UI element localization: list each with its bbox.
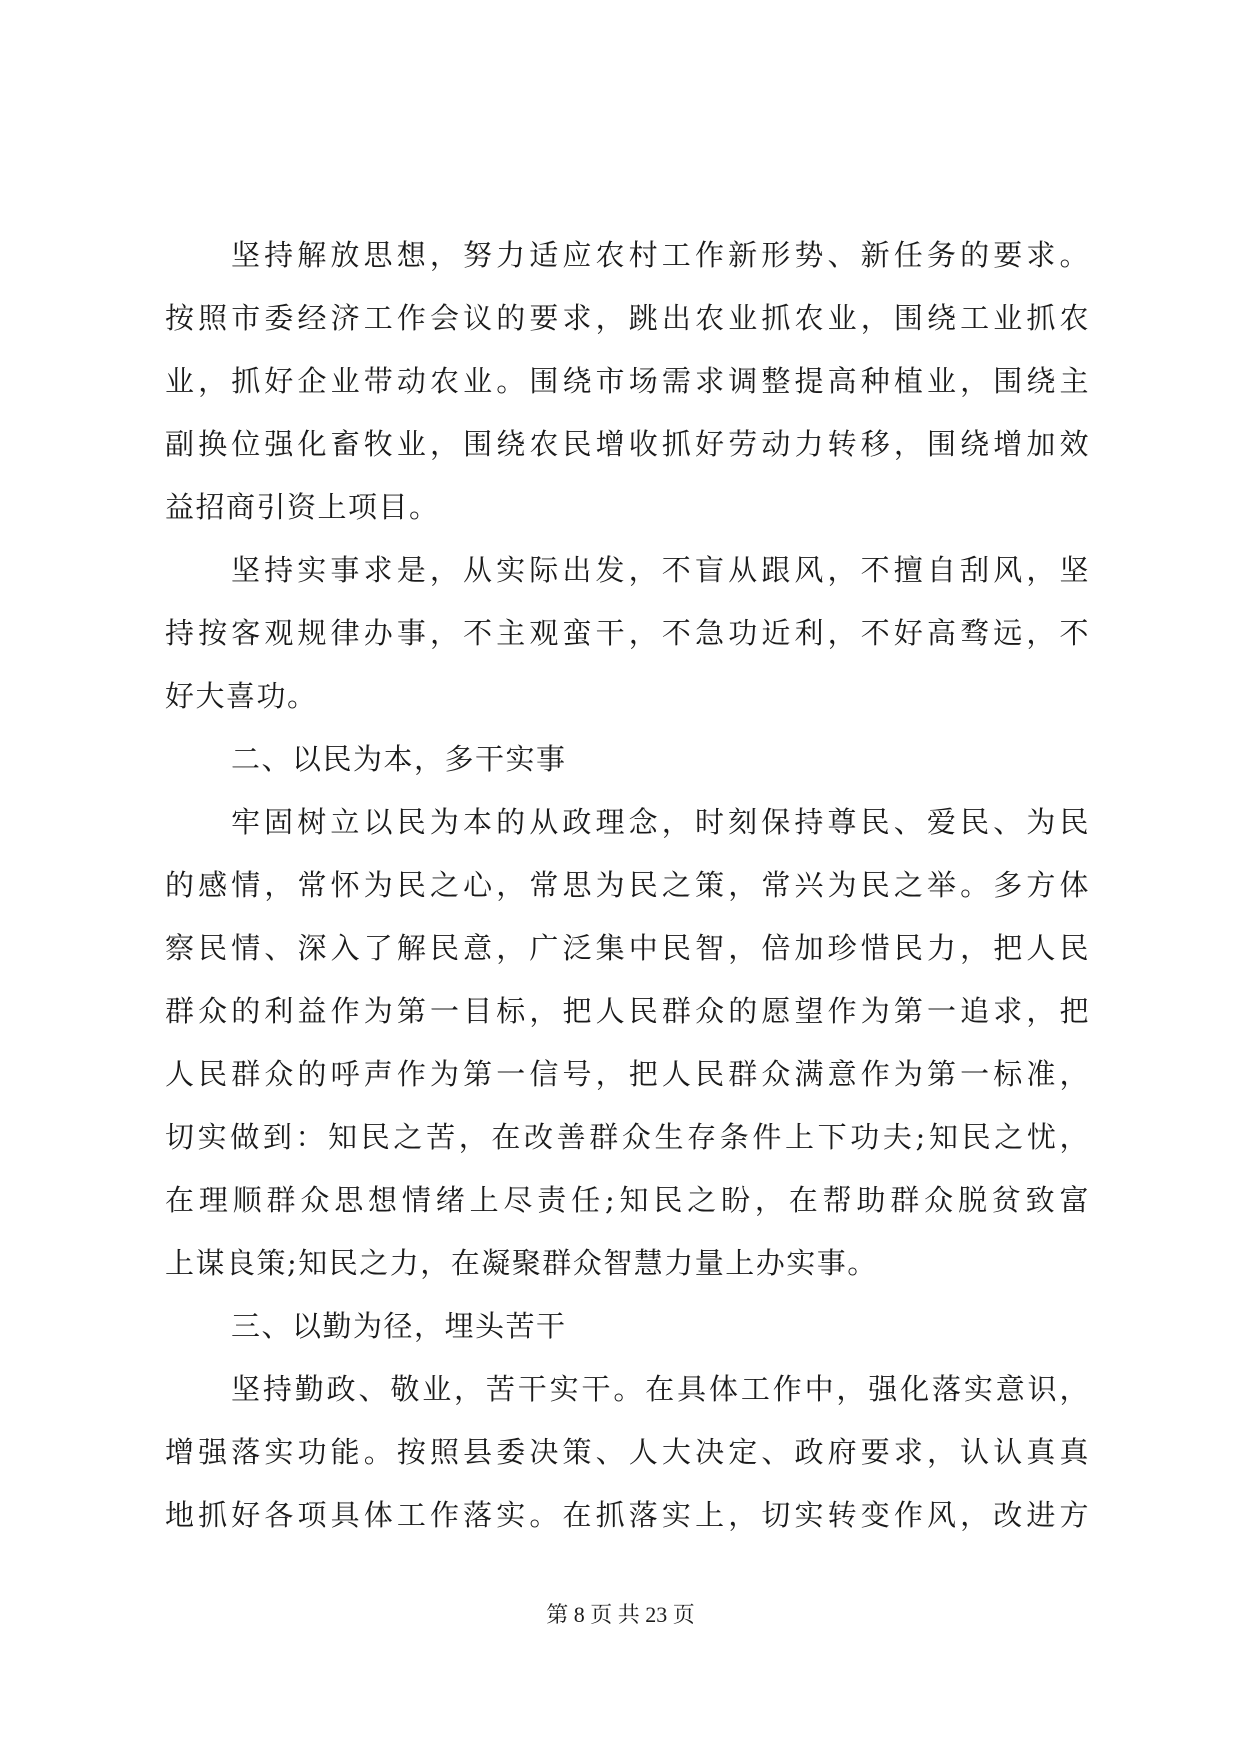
text-line: 三、以勤为径，埋头苦干: [231, 1309, 567, 1343]
text-line: 坚持勤政、敬业，苦干实干。在具体工作中，强化落实意识，: [231, 1372, 1090, 1406]
text-line: 在理顺群众思想情绪上尽责任;知民之盼，在帮助群众脱贫致富: [165, 1183, 1090, 1217]
text-line: 益招商引资上项目。: [165, 490, 440, 524]
page-footer: 第 8 页 共 23 页: [546, 1602, 695, 1627]
text-line: 的感情，常怀为民之心，常思为民之策，常兴为民之举。多方体: [165, 868, 1090, 902]
text-line: 察民情、深入了解民意，广泛集中民智，倍加珍惜民力，把人民: [165, 931, 1090, 965]
text-line: 业，抓好企业带动农业。围绕市场需求调整提高种植业，围绕主: [165, 364, 1090, 398]
text-line: 坚持实事求是，从实际出发，不盲从跟风，不擅自刮风，坚: [231, 553, 1090, 587]
text-line: 群众的利益作为第一目标，把人民群众的愿望作为第一追求，把: [165, 994, 1090, 1028]
text-line: 地抓好各项具体工作落实。在抓落实上，切实转变作风，改进方: [165, 1498, 1090, 1532]
text-line: 人民群众的呼声作为第一信号，把人民群众满意作为第一标准，: [165, 1057, 1090, 1091]
text-line: 切实做到：知民之苦，在改善群众生存条件上下功夫;知民之忧，: [165, 1120, 1090, 1154]
text-line: 持按客观规律办事，不主观蛮干，不急功近利，不好高骛远，不: [165, 616, 1090, 650]
text-line: 牢固树立以民为本的从政理念，时刻保持尊民、爱民、为民: [231, 805, 1090, 839]
body-text: [165, 224, 1090, 1547]
text-line: 按照市委经济工作会议的要求，跳出农业抓农业，围绕工业抓农: [165, 301, 1090, 335]
text-line: 上谋良策;知民之力，在凝聚群众智慧力量上办实事。: [165, 1246, 878, 1280]
text-line: 增强落实功能。按照县委决策、人大决定、政府要求，认认真真: [165, 1435, 1090, 1469]
text-line: 二、以民为本，多干实事: [231, 742, 567, 776]
text-line: 坚持解放思想，努力适应农村工作新形势、新任务的要求。: [231, 238, 1090, 272]
text-line: 好大喜功。: [165, 679, 318, 713]
text-line: 副换位强化畜牧业，围绕农民增收抓好劳动力转移，围绕增加效: [165, 427, 1090, 461]
